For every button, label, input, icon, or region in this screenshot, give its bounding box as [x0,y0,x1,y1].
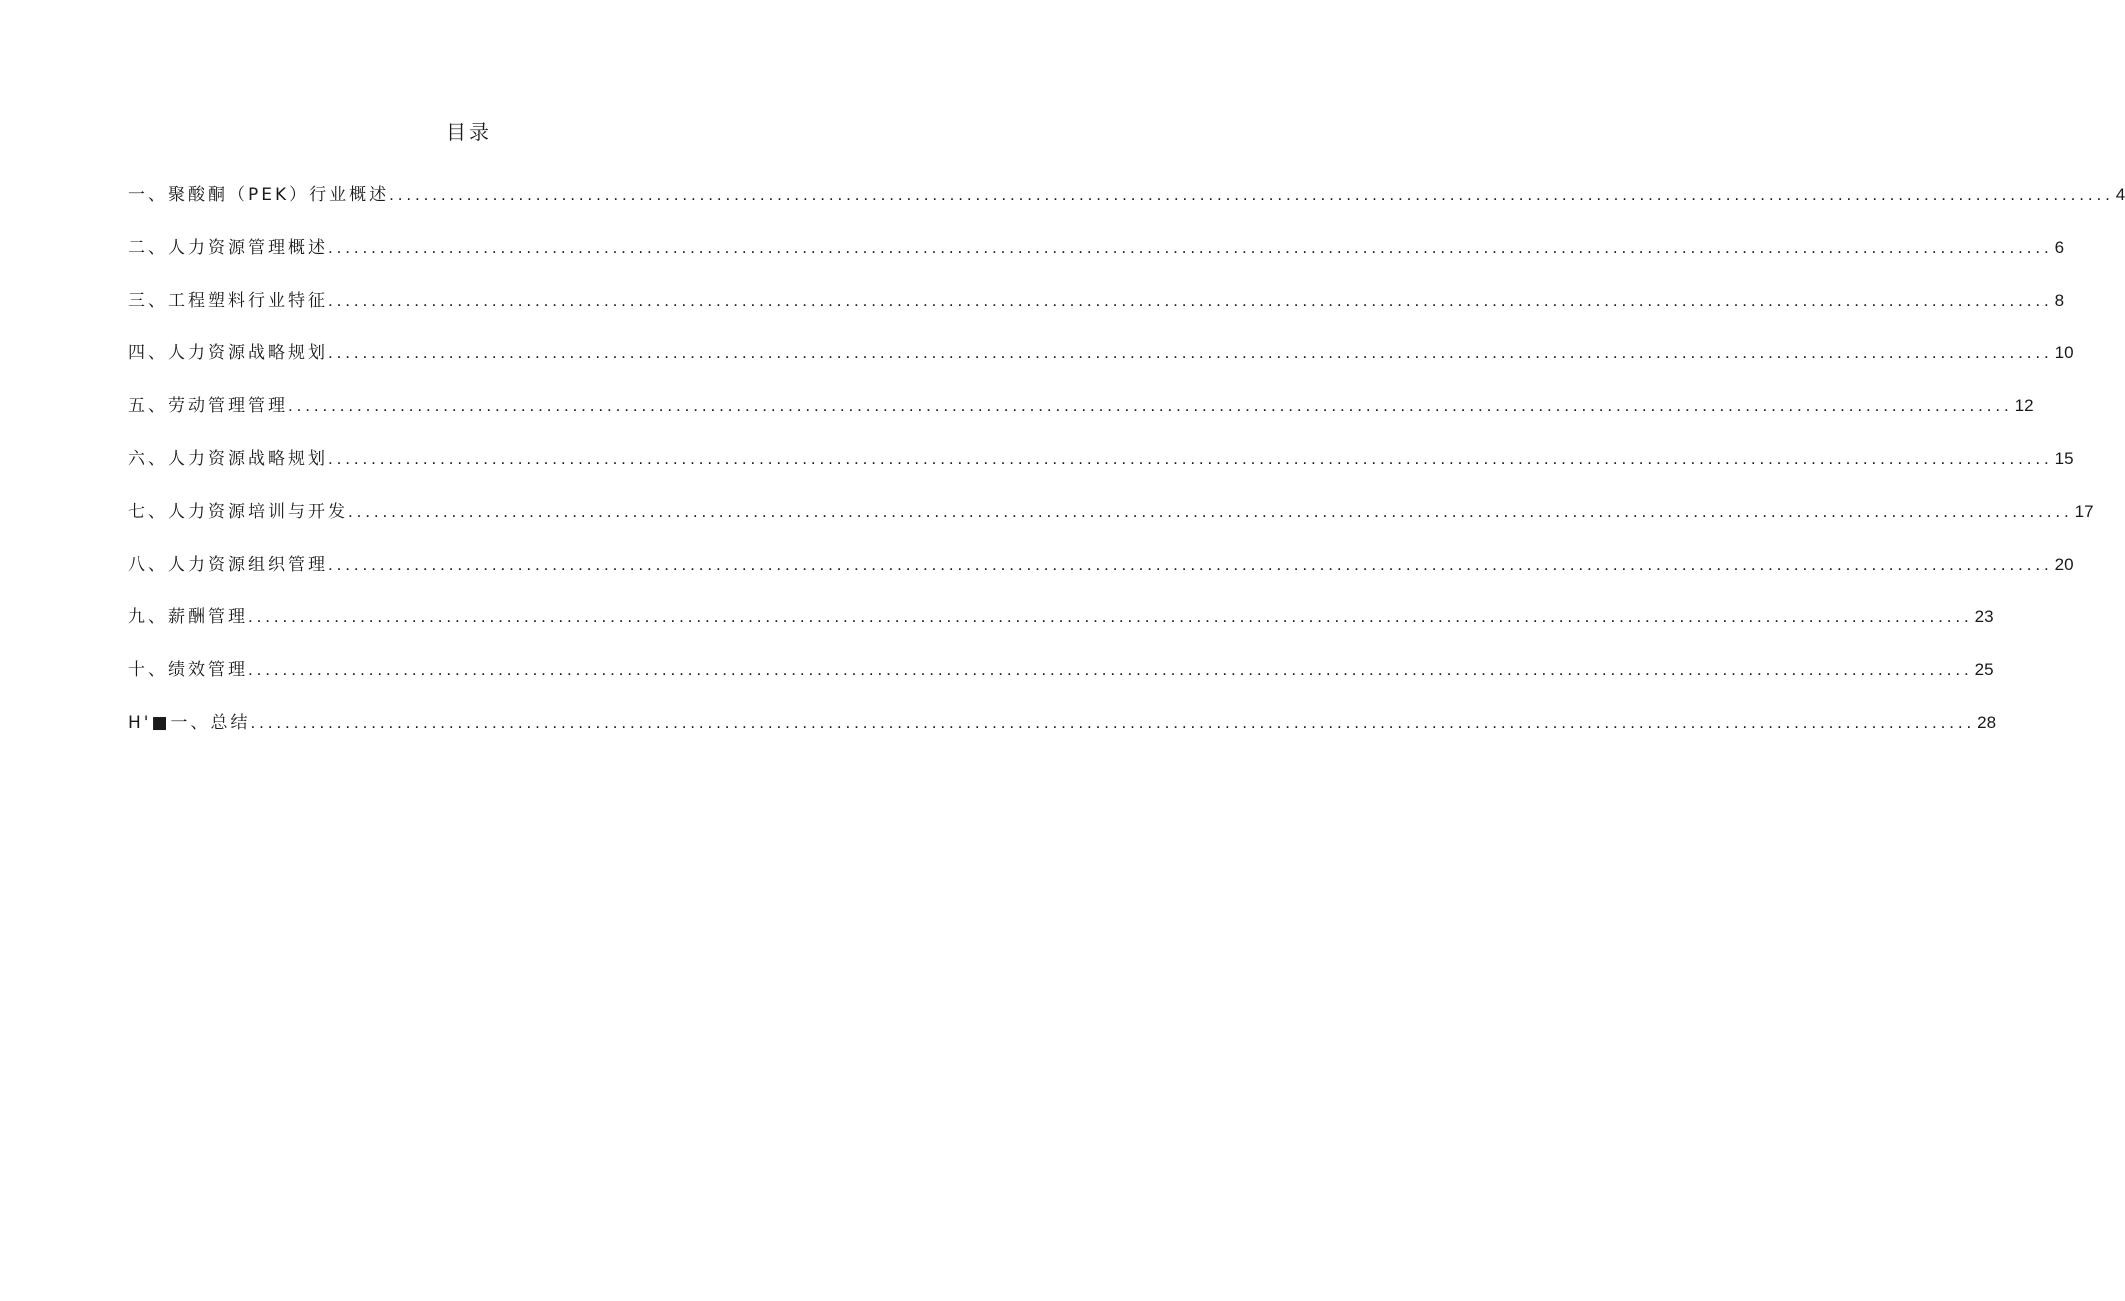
toc-entry-label: 七、人力资源培训与开发 [128,501,348,522]
toc-list [128,180,2125,761]
toc-entry[interactable] [128,286,2065,339]
toc-dot-leader: ........................................................................................................................................................................................................ [328,554,2053,574]
toc-entry[interactable] [128,444,2074,497]
toc-page-number: 12 [2014,396,2034,416]
toc-entry[interactable] [128,708,1997,761]
toc-entry-label: H'■一、总结 [128,712,251,733]
toc-page-number: 10 [2054,343,2074,363]
toc-title: 目录 [446,120,492,144]
toc-page-number: 6 [2054,237,2065,257]
toc-entry-label: 九、薪酬管理 [128,607,248,628]
toc-dot-leader: ........................................................................................................................................................................................................ [328,237,2053,257]
toc-entry[interactable] [128,338,2074,391]
toc-dot-leader: ........................................................................................................................................................................................................ [389,185,2114,204]
toc-entry-label: 五、劳动管理管理 [128,396,288,417]
toc-entry-label: 一、聚酸酮（PEK）行业概述 [128,185,390,205]
toc-page-number: 28 [1977,712,1997,732]
toc-entry[interactable] [128,497,2094,550]
toc-dot-leader: ........................................................................................................................................................................................................ [328,343,2053,363]
toc-page-number: 25 [1974,660,1994,680]
toc-entry-label: 十、绩效管理 [128,660,248,681]
toc-entry[interactable] [128,391,2034,444]
toc-dot-leader: ........................................................................................................................................................................................................ [288,396,2013,416]
toc-page-number: 15 [2054,448,2074,468]
toc-entry-label: 三、工程塑料行业特征 [128,290,328,311]
toc-page-number: 8 [2054,290,2065,310]
toc-entry-label: 二、人力资源管理概述 [128,237,328,258]
toc-dot-leader: ........................................................................................................................................................................................................ [328,448,2053,468]
toc-entry[interactable] [128,602,1994,655]
toc-page-number: 23 [1974,607,1994,627]
toc-entry[interactable] [128,233,2065,286]
toc-entry[interactable] [128,180,2125,233]
toc-dot-leader: ........................................................................................................................................................................................................ [328,290,2053,310]
toc-entry-label: 四、人力资源战略规划 [128,343,328,364]
toc-dot-leader: ........................................................................................................................................................................................................ [250,712,1976,732]
toc-dot-leader: ........................................................................................................................................................................................................ [248,607,1973,627]
toc-dot-leader: ........................................................................................................................................................................................................ [348,501,2073,521]
toc-entry[interactable] [128,550,2074,603]
toc-dot-leader: ........................................................................................................................................................................................................ [248,660,1973,680]
toc-page-number: 4 [2115,185,2125,204]
toc-page-number: 17 [2074,501,2094,521]
toc-page-number: 20 [2054,554,2074,574]
toc-entry[interactable] [128,655,1994,708]
toc-entry-label: 八、人力资源组织管理 [128,554,328,575]
toc-entry-label: 六、人力资源战略规划 [128,448,328,469]
